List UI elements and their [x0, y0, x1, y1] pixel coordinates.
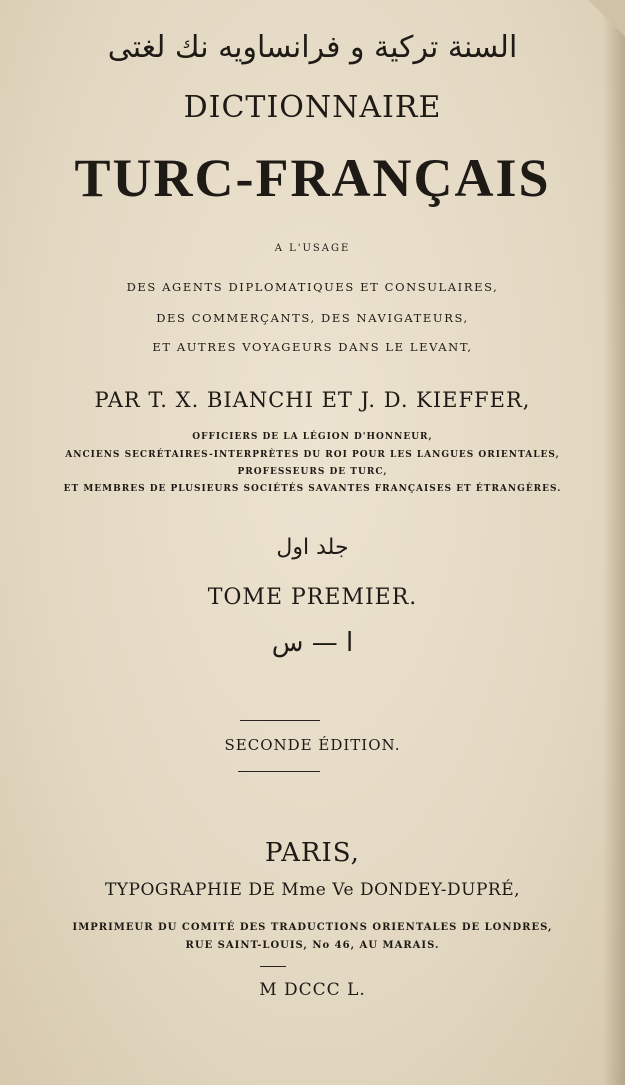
arabic-letter-range: ا — س: [271, 628, 354, 658]
purpose-intro: A L'USAGE: [274, 243, 351, 254]
divider-rule-bottom: [238, 771, 320, 772]
imprint-city: PARIS,: [265, 838, 360, 868]
purpose-line-2: DES COMMERÇANTS, DES NAVIGATEURS,: [156, 311, 469, 325]
author-credential-1: OFFICIERS DE LA LÉGION D'HONNEUR,: [192, 432, 433, 442]
arabic-volume: جلد اول: [276, 535, 349, 560]
title-line-2: TURC-FRANÇAIS: [74, 148, 551, 208]
imprint-line-2: RUE SAINT-LOUIS, No 46, AU MARAIS.: [185, 940, 440, 951]
author-credential-2: ANCIENS SECRÉTAIRES-INTERPRÈTES DU ROI POUR LES LANGUES ORIENTALES,: [65, 450, 560, 460]
purpose-line-1: DES AGENTS DIPLOMATIQUES ET CONSULAIRES,: [126, 280, 499, 294]
volume-label: TOME PREMIER.: [207, 585, 418, 610]
imprint-printer: TYPOGRAPHIE DE Mme Ve DONDEY-DUPRÉ,: [104, 880, 521, 900]
purpose-line-3: ET AUTRES VOYAGEURS DANS LE LEVANT,: [152, 340, 473, 354]
imprint-year: M DCCC L.: [259, 980, 366, 1000]
title-line-1: DICTIONNAIRE: [183, 90, 442, 125]
edition-label: SECONDE ÉDITION.: [224, 736, 401, 754]
imprint-line-1: IMPRIMEUR DU COMITÉ DES TRADUCTIONS ORIENTALES DE LONDRES,: [72, 922, 553, 933]
divider-rule-top: [240, 720, 320, 721]
author-credential-3: PROFESSEURS DE TURC,: [237, 467, 388, 477]
author-names: PAR T. X. BIANCHI ET J. D. KIEFFER,: [94, 388, 531, 412]
divider-rule-short: [260, 966, 286, 967]
arabic-title: السنة تركية و فرانساويه نك لغتى: [107, 30, 518, 65]
author-credential-4: ET MEMBRES DE PLUSIEURS SOCIÉTÉS SAVANTES FRANÇAISES ET ÉTRANGÈRES.: [63, 484, 562, 494]
